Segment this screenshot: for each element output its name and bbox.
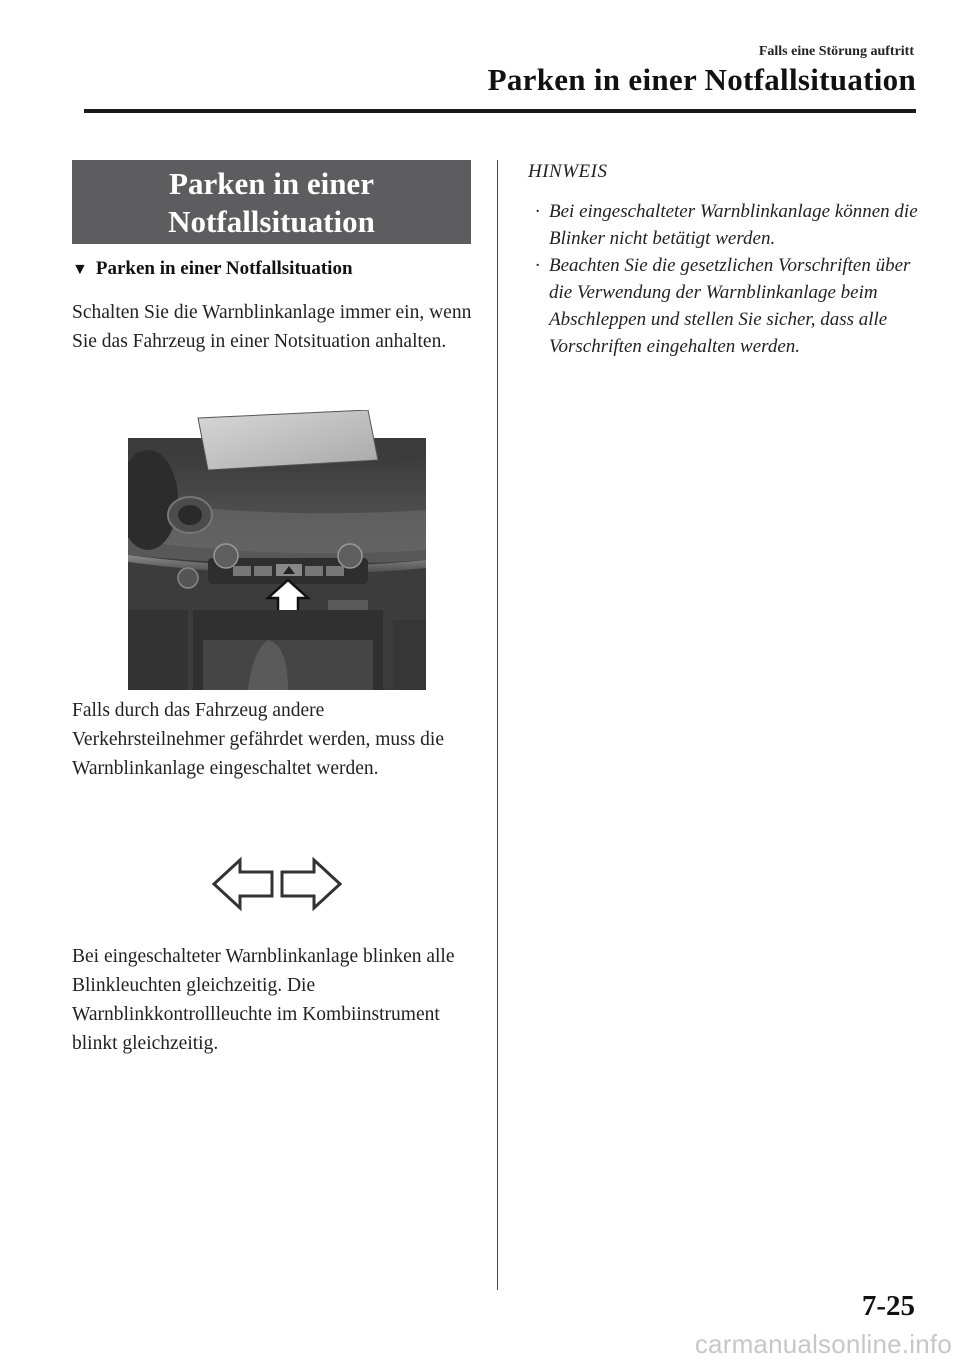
header-title: Parken in einer Notfallsituation — [487, 62, 916, 97]
column-divider — [497, 160, 498, 1290]
page-number: 7-25 — [861, 1290, 915, 1322]
bullet-icon: · — [535, 201, 540, 222]
subheading-text: Parken in einer Notfallsituation — [95, 258, 353, 279]
note-item-text: Bei eingeschalteter Warnblinkanlage können die Blinker nicht betätigt werden. — [549, 201, 918, 249]
paragraph-intro: Schalten Sie die Warnblinkanlage immer ein, wenn Sie das Fahrzeug in einer Notsituation anhalten. — [72, 302, 472, 352]
note-label: HINWEIS — [528, 161, 608, 182]
note-item-text: Beachten Sie die gesetzlichen Vorschriften über die Verwendung der Warnblinkanlage beim Abschleppen und stellen Sie sicher, dass alle Vorschriften eingehalten werden. — [549, 255, 911, 357]
note-item — [530, 198, 920, 252]
dashboard-photo — [128, 410, 426, 690]
footer-watermark: carmanualsonline.info — [694, 1329, 952, 1359]
note-item — [530, 252, 920, 360]
subheading — [72, 258, 353, 280]
bullet-icon: · — [535, 255, 540, 276]
section-title-line2: Notfallsituation — [168, 204, 375, 239]
note-list — [530, 198, 920, 360]
paragraph-hazard-info: Falls durch das Fahrzeug andere Verkehrsteilnehmer gefährdet werden, muss die Warnblinkanlage eingeschaltet werden. — [72, 700, 444, 779]
header-section: Falls eine Störung auftritt — [758, 44, 914, 59]
paragraph-blink-info: Bei eingeschalteter Warnblinkanlage blinken alle Blinkleuchten gleichzeitig. Die Warnblinkkontrollleuchte im Kombiinstrument blinkt gleichzeitig. — [72, 946, 455, 1054]
section-title-box — [72, 160, 471, 244]
turn-signal-arrows-icon — [212, 856, 342, 912]
section-title-line1: Parken in einer — [169, 166, 374, 201]
triangle-marker-icon: ▼ — [72, 261, 88, 278]
header-rule — [84, 109, 916, 113]
